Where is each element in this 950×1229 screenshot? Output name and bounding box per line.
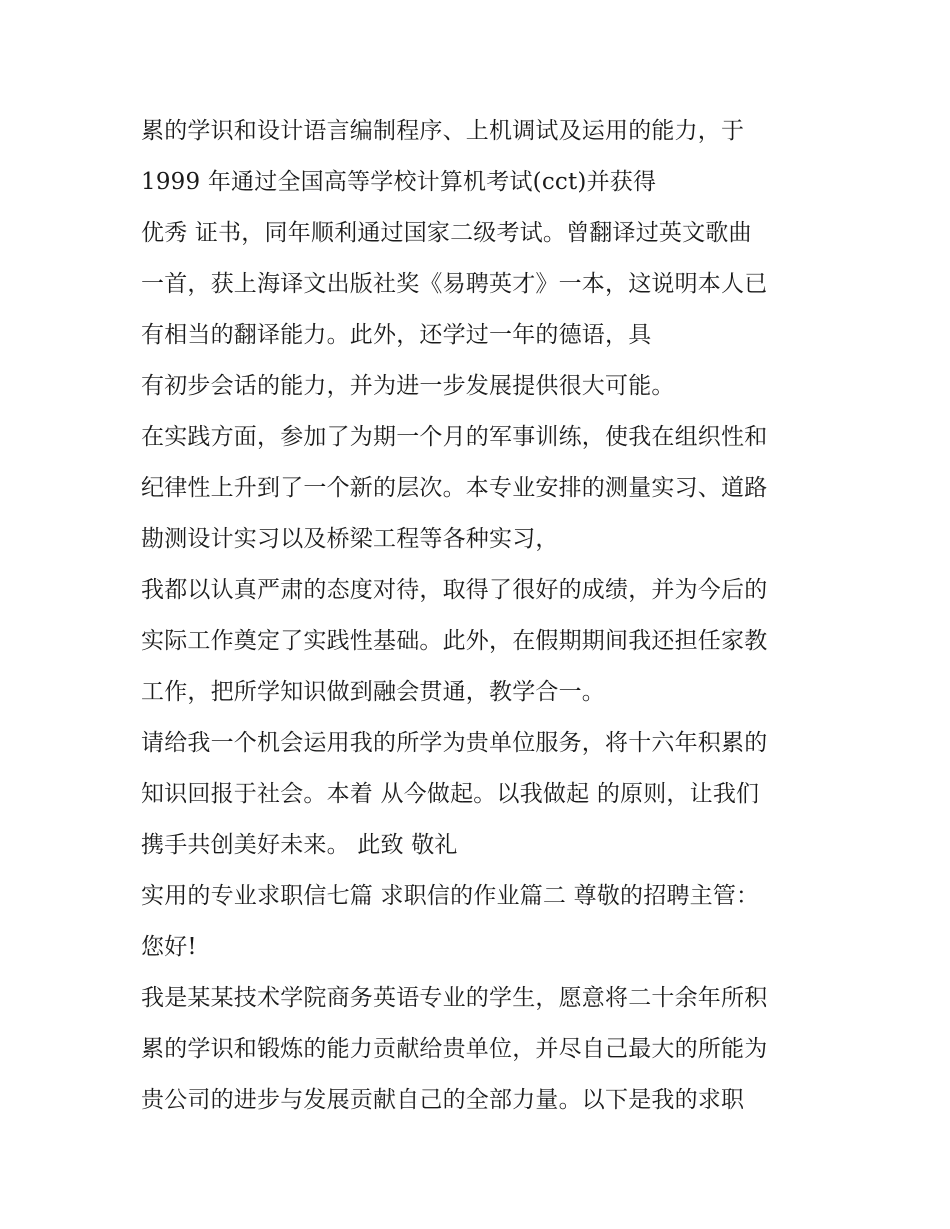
text-line: 累的学识和设计语言编制程序、上机调试及运用的能力，于 <box>141 118 745 144</box>
text-line: 我都以认真严肃的态度对待，取得了很好的成绩，并为今后的 <box>141 577 768 603</box>
text-line: 1999 年通过全国高等学校计算机考试(cct)并获得 <box>141 169 657 195</box>
body-text <box>141 106 831 1126</box>
text-line: 实用的专业求职信七篇 求职信的作业篇二 尊敬的招聘主管： <box>141 883 760 909</box>
text-line: 您好! <box>141 934 197 960</box>
text-line: 工作，把所学知识做到融会贯通，教学合一。 <box>141 679 605 705</box>
text-line: 在实践方面，参加了为期一个月的军事训练，使我在组织性和 <box>141 424 768 450</box>
text-line: 一首，获上海译文出版社奖《易聘英才》一本，这说明本人已 <box>141 271 768 297</box>
text-line: 知识回报于社会。本着 从今做起。以我做起 的原则，让我们 <box>141 781 760 807</box>
text-line: 请给我一个机会运用我的所学为贵单位服务，将十六年积累的 <box>141 730 768 756</box>
text-line: 纪律性上升到了一个新的层次。本专业安排的测量实习、道路 <box>141 475 768 501</box>
text-line: 有相当的翻译能力。此外，还学过一年的德语，具 <box>141 322 652 348</box>
text-line: 我是某某技术学院商务英语专业的学生，愿意将二十余年所积 <box>141 985 768 1011</box>
text-line: 携手共创美好未来。 此致 敬礼 <box>141 832 458 858</box>
text-line: 累的学识和锻炼的能力贡献给贵单位，并尽自己最大的所能为 <box>141 1036 768 1062</box>
text-line: 实际工作奠定了实践性基础。此外，在假期期间我还担任家教 <box>141 628 768 654</box>
text-line: 贵公司的进步与发展贡献自己的全部力量。以下是我的求职 <box>141 1087 745 1113</box>
text-line: 优秀 证书，同年顺利通过国家二级考试。曾翻译过英文歌曲 <box>141 220 752 246</box>
text-line: 有初步会话的能力，并为进一步发展提供很大可能。 <box>141 373 675 399</box>
text-line: 勘测设计实习以及桥梁工程等各种实习， <box>141 526 559 552</box>
